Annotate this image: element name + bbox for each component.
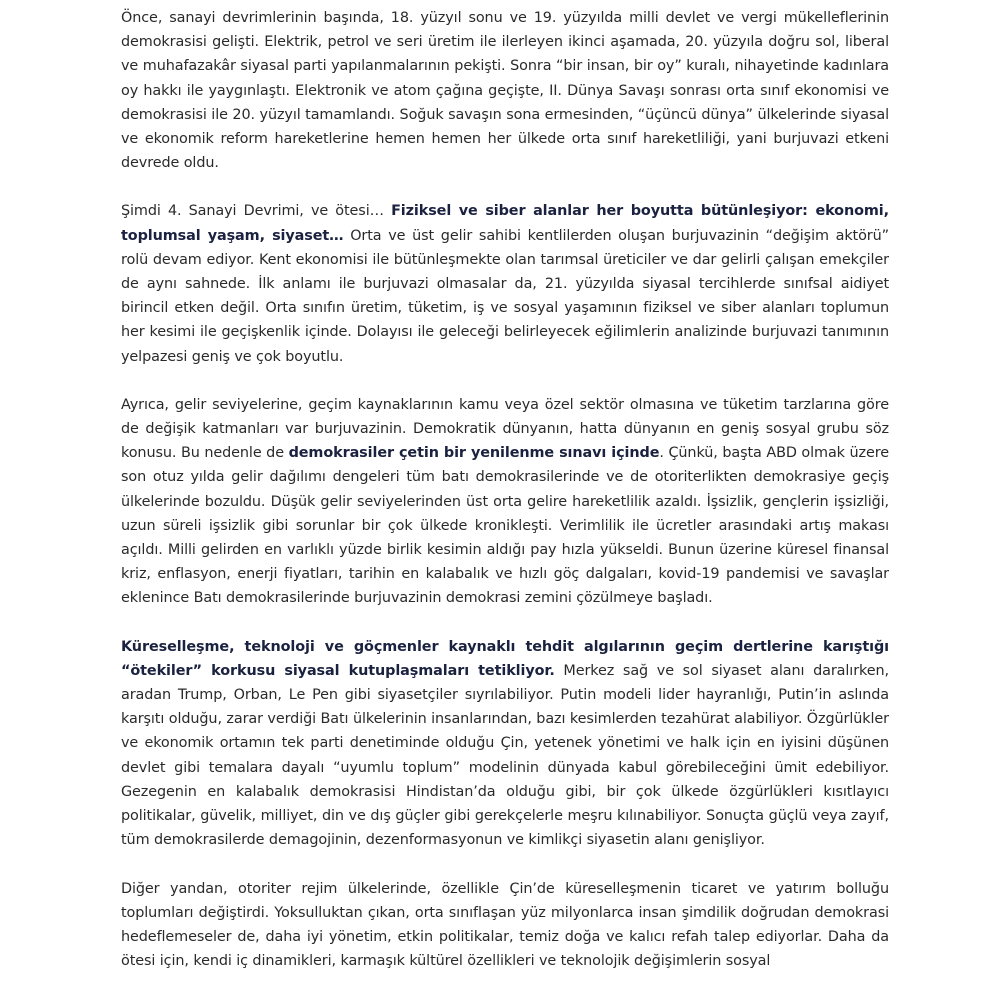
paragraph-text: Orta ve üst gelir sahibi kentlilerden oluşan burjuvazinin “değişim aktörü” rolü devam ediyor. Kent ekonomisi ile bütünleşmekte olan tarımsal üreticiler ve dar gelirli çalışan emekçiler de aynı sahnede. İlk anlamı ile burjuvazi olmasalar da, 21. yüzyılda siyasal tercihlerde sınıfsal aidiyet birincil etken değil. Orta sınıfın üretim, tüketim, iş ve sosyal yaşamının fiziksel ve siber alanları toplumun her kesimi ile geçişkenlik içinde. Dolayısı ile geleceği belirleyecek eğilimlerin analizinde burjuvazi tanımının yelpazesi geniş ve çok boyutlu.: [121, 227, 889, 365]
paragraph-polarization: [121, 635, 889, 853]
paragraph-fourth-revolution: [121, 199, 889, 368]
paragraph-text: Şimdi 4. Sanayi Devrimi, ve ötesi…: [121, 203, 392, 220]
bold-highlight: demokrasiler çetin bir yenilenme sınavı içinde: [288, 445, 660, 462]
bold-highlight: Fiziksel ve siber alanlar her boyutta bütünleşiyor: ekonomi, toplumsal yaşam, siyaset…: [121, 203, 889, 244]
document-page: [121, 6, 889, 973]
paragraph-bourgeoisie-layers: [121, 393, 889, 611]
paragraph-text: Diğer yandan, otoriter rejim ülkelerinde, özellikle Çin’de küreselleşmenin ticaret ve yatırım bolluğu toplumları değiştirdi. Yoksulluktan çıkan, orta sınıflaşan yüz milyonlarca insan şimdilik doğrudan demokrasi hedeflemeseler de, daha iyi yönetim, etkin politikalar, temiz doğa ve kalıcı refah talep ediyorlar. Daha da ötesi için, kendi iç dinamikleri, karmaşık kültürel özellikleri ve teknolojik değişimlerin sosyal: [121, 880, 889, 970]
paragraph-text: Önce, sanayi devrimlerinin başında, 18. yüzyıl sonu ve 19. yüzyılda milli devlet ve vergi mükelleflerinin demokrasisi gelişti. Elektrik, petrol ve seri üretim ile ilerleyen ikinci aşamada, 20. yüzyıla doğru sol, liberal ve muhafazakâr siyasal parti yapılanmalarının pekişti. Sonra “bir insan, bir oy” kuralı, nihayetinde kadınlara oy hakkı ile yaygınlaştı. Elektronik ve atom çağına geçişte, II. Dünya Savaşı sonrası orta sınıf ekonomisi ve demokrasisi ile 20. yüzyıl tamamlandı. Soğuk savaşın sona ermesinden, “üçüncü dünya” ülkelerinde siyasal ve ekonomik reform hareketlerine hemen hemen her ülkede orta sınıf hareketliliği, yani burjuvazi etkeni devrede oldu.: [121, 10, 889, 172]
paragraph-text: . Çünkü, başta ABD olmak üzere son otuz yılda gelir dağılımı dengeleri tüm batı demokrasilerinde ve de otoriterlikten demokrasiye geçiş ülkelerinde bozuldu. Düşük gelir seviyelerinden üst orta gelire hareketlilik azaldı. İşsizlik, gençlerin işsizliği, uzun süreli işsizlik gibi sorunlar bir çok ülkede kronikleşti. Verimlilik ile ücretler arasındaki artış makası açıldı. Milli gelirden en varlıklı yüzde birlik kesimin aldığı pay hızla yükseldi. Bunun üzerine küresel finansal kriz, enflasyon, enerji fiyatları, tarihin en kalabalık ve hızlı göç dalgaları, kovid-19 pandemisi ve savaşlar eklenince Batı demokrasilerinde burjuvazinin demokrasi zemini çözülmeye başladı.: [121, 445, 889, 607]
paragraph-authoritarian-regimes: [121, 877, 889, 974]
bold-highlight: Küreselleşme, teknoloji ve göçmenler kaynaklı tehdit algılarının geçim dertlerine karıştığı “ötekiler” korkusu siyasal kutuplaşmaları tetikliyor.: [121, 638, 889, 679]
paragraph-text: Merkez sağ ve sol siyaset alanı daralırken, aradan Trump, Orban, Le Pen gibi siyasetçiler sıyrılabiliyor. Putin modeli lider hayranlığı, Putin’in aslında karşıtı olduğu, zarar verdiği Batı ülkelerinin insanlarından, bazı kesimlerden tezahürat alabiliyor. Özgürlükler ve ekonomik ortamın tek parti denetiminde olduğu Çin, yetenek yönetimi ve halk için en iyisini düşünen devlet gibi temalara dayalı “uyumlu toplum” modelinin dünyada kabul görebileceğini ümit edebiliyor. Gezegenin en kalabalık demokrasisi Hindistan’da olduğu gibi, bir çok ülkede özgürlükleri kısıtlayıcı politikalar, güvelik, milliyet, din ve dış güçler gibi gerekçelerle meşru kılınabiliyor. Sonuçta güçlü veya zayıf, tüm demokrasilerde demagojinin, dezenformasyonun ve kimlikçi siyasetin alanı genişliyor.: [121, 662, 889, 849]
paragraph-industrial-revolutions: [121, 6, 889, 175]
paragraph-text: Ayrıca, gelir seviyelerine, geçim kaynaklarının kamu veya özel sektör olmasına ve tüketim tarzlarına göre de değişik katmanları var burjuvazinin. Demokratik dünyanın, hatta dünyanın en geniş sosyal grubu söz konusu. Bu nedenle de: [121, 396, 889, 462]
